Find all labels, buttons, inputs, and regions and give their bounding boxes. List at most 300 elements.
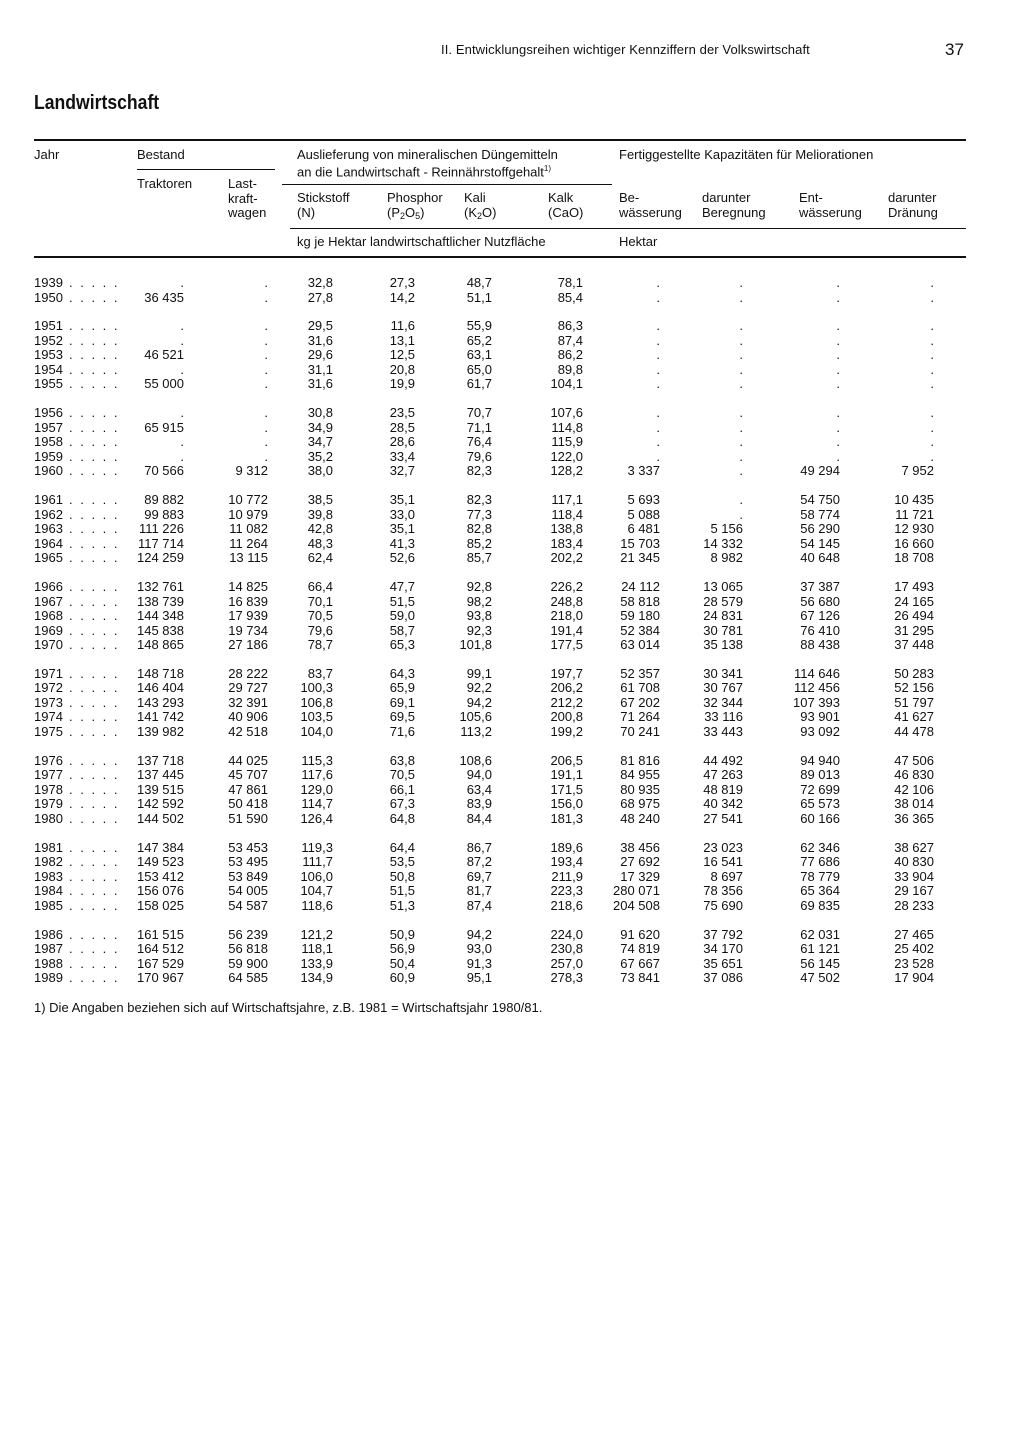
leader-dots: . . . . .: [69, 361, 120, 377]
cell-traktoren: 145 838: [137, 622, 184, 638]
cell-kali: 82,8: [466, 521, 492, 537]
cell-phosphor: 51,5: [389, 883, 415, 899]
cell-bewaesserung: 67 667: [620, 955, 660, 971]
cell-year: 1979: [34, 796, 63, 812]
leader-dots: . . . . .: [69, 680, 120, 696]
cell-year: 1985: [34, 897, 63, 913]
cell-beregnung: 37 086: [703, 970, 743, 986]
cell-kali: 81,7: [466, 883, 492, 899]
cell-phosphor: 12,5: [389, 347, 415, 363]
cell-kali: 87,2: [466, 854, 492, 870]
col-header-phosphor: Phosphor: [387, 190, 443, 205]
cell-kalk: 206,5: [550, 752, 583, 768]
cell-draenung: .: [930, 376, 934, 392]
cell-year: 1983: [34, 868, 63, 884]
cell-bewaesserung: 38 456: [620, 839, 660, 855]
col-header-melio: Fertiggestellte Kapazitäten für Meliorationen: [619, 147, 874, 162]
cell-lastkraftwagen: 17 939: [228, 608, 268, 624]
cell-kali: 92,8: [466, 579, 492, 595]
cell-draenung: .: [930, 318, 934, 334]
cell-stickstoff: 119,3: [301, 839, 333, 855]
col-header-jahr: Jahr: [34, 147, 60, 162]
cell-beregnung: 30 341: [703, 665, 743, 681]
cell-year: 1962: [34, 506, 63, 522]
cell-stickstoff: 39,8: [307, 506, 333, 522]
cell-kali: 65,2: [466, 332, 492, 348]
cell-draenung: 7 952: [901, 463, 934, 479]
row-group: [0, 319, 1024, 392]
cell-year: 1984: [34, 883, 63, 899]
leader-dots: . . . . .: [69, 781, 120, 797]
leader-dots: . . . . .: [69, 506, 120, 522]
col-header-kali: Kali: [464, 190, 486, 205]
cell-bewaesserung: .: [656, 405, 660, 421]
cell-kali: 85,7: [466, 550, 492, 566]
cell-draenung: 11 721: [895, 506, 934, 522]
table-row: [0, 667, 1024, 682]
cell-draenung: 46 830: [894, 767, 934, 783]
cell-traktoren: .: [180, 448, 184, 464]
col-header-kalk-unit: (CaO): [548, 205, 584, 220]
cell-stickstoff: 83,7: [307, 665, 333, 681]
row-group: [0, 493, 1024, 566]
leader-dots: . . . . .: [69, 665, 120, 681]
cell-kalk: 218,6: [550, 897, 583, 913]
cell-beregnung: 78 356: [703, 883, 743, 899]
cell-lastkraftwagen: 14 825: [228, 579, 268, 595]
col-header-beregnung-1: darunter: [702, 190, 751, 205]
cell-entwaesserung: .: [836, 361, 840, 377]
table-row: [0, 291, 1024, 306]
cell-phosphor: 70,5: [389, 767, 415, 783]
cell-lastkraftwagen: .: [264, 275, 268, 290]
table-row: [0, 725, 1024, 740]
cell-beregnung: .: [739, 448, 743, 464]
cell-beregnung: 33 443: [703, 723, 743, 739]
cell-beregnung: 35 651: [703, 955, 743, 971]
cell-kali: 99,1: [466, 665, 492, 681]
cell-draenung: 47 506: [894, 752, 934, 768]
cell-year: 1987: [34, 941, 63, 957]
cell-kalk: 86,2: [557, 347, 583, 363]
cell-phosphor: 27,3: [389, 275, 415, 290]
leader-dots: . . . . .: [69, 521, 120, 537]
cell-year: 1982: [34, 854, 63, 870]
cell-stickstoff: 133,9: [300, 955, 333, 971]
cell-entwaesserung: 94 940: [800, 752, 840, 768]
cell-year: 1980: [34, 810, 63, 826]
cell-bewaesserung: 6 481: [627, 521, 660, 537]
cell-entwaesserung: .: [836, 347, 840, 363]
cell-year: 1963: [34, 521, 63, 537]
cell-lastkraftwagen: 45 707: [228, 767, 268, 783]
cell-traktoren: 132 761: [137, 579, 184, 595]
cell-traktoren: 146 404: [137, 680, 184, 696]
leader-dots: . . . . .: [69, 854, 120, 870]
cell-kalk: 189,6: [550, 839, 583, 855]
cell-kali: 77,3: [466, 506, 492, 522]
cell-entwaesserung: .: [836, 434, 840, 450]
col-header-duenger-1: Auslieferung von mineralischen Düngemitteln: [297, 147, 558, 162]
cell-traktoren: 147 384: [137, 839, 184, 855]
cell-year: 1961: [34, 492, 63, 508]
cell-traktoren: 137 445: [137, 767, 184, 783]
cell-traktoren: 158 025: [137, 897, 184, 913]
cell-kali: 93,0: [466, 941, 492, 957]
cell-stickstoff: 29,5: [307, 318, 333, 334]
table-row: [0, 450, 1024, 465]
cell-phosphor: 60,9: [389, 970, 415, 986]
cell-bewaesserung: 24 112: [621, 579, 660, 595]
cell-beregnung: .: [739, 419, 743, 435]
cell-entwaesserung: .: [836, 405, 840, 421]
cell-year: 1955: [34, 376, 63, 392]
cell-year: 1965: [34, 550, 63, 566]
cell-bewaesserung: 74 819: [620, 941, 660, 957]
cell-kali: 48,7: [466, 275, 492, 290]
table-row: [0, 783, 1024, 798]
cell-draenung: .: [930, 275, 934, 290]
cell-traktoren: 156 076: [137, 883, 184, 899]
cell-stickstoff: 134,9: [300, 970, 333, 986]
row-group: [0, 928, 1024, 986]
cell-entwaesserung: 47 502: [800, 970, 840, 986]
cell-kali: 51,1: [466, 289, 492, 305]
cell-beregnung: 33 116: [704, 709, 743, 725]
cell-draenung: .: [930, 434, 934, 450]
cell-lastkraftwagen: 53 495: [228, 854, 268, 870]
cell-stickstoff: 121,2: [300, 926, 333, 942]
cell-kalk: 107,6: [550, 405, 583, 421]
cell-year: 1977: [34, 767, 63, 783]
cell-lastkraftwagen: 10 979: [228, 506, 268, 522]
cell-stickstoff: 104,0: [300, 723, 333, 739]
leader-dots: . . . . .: [69, 941, 120, 957]
cell-bewaesserung: 280 071: [613, 883, 660, 899]
row-group: [0, 754, 1024, 827]
cell-kali: 86,7: [466, 839, 492, 855]
cell-kalk: 191,4: [550, 622, 583, 638]
cell-phosphor: 33,4: [389, 448, 415, 464]
cell-year: 1966: [34, 579, 63, 595]
col-header-lastkraftwagen-1: Last-: [228, 176, 257, 191]
footnote: 1) Die Angaben beziehen sich auf Wirtschaftsjahre, z.B. 1981 = Wirtschaftsjahr 1980/81.: [34, 1000, 543, 1015]
leader-dots: . . . . .: [69, 796, 120, 812]
cell-traktoren: 36 435: [144, 289, 184, 305]
cell-kali: 70,7: [466, 405, 492, 421]
cell-kalk: 193,4: [550, 854, 583, 870]
cell-lastkraftwagen: .: [264, 289, 268, 305]
cell-draenung: 42 106: [894, 781, 934, 797]
cell-kalk: 200,8: [550, 709, 583, 725]
cell-lastkraftwagen: 27 186: [228, 637, 268, 653]
cell-bewaesserung: .: [656, 289, 660, 305]
cell-beregnung: 44 492: [703, 752, 743, 768]
table-row: [0, 768, 1024, 783]
cell-kalk: 104,1: [550, 376, 583, 392]
leader-dots: . . . . .: [69, 810, 120, 826]
cell-lastkraftwagen: 32 391: [228, 694, 268, 710]
cell-entwaesserung: .: [836, 448, 840, 464]
cell-kali: 108,6: [459, 752, 492, 768]
cell-stickstoff: 31,6: [307, 376, 333, 392]
cell-bewaesserung: 81 816: [620, 752, 660, 768]
running-head: II. Entwicklungsreihen wichtiger Kennziffern der Volkswirtschaft: [441, 42, 810, 57]
cell-stickstoff: 38,5: [307, 492, 333, 508]
cell-traktoren: 148 865: [137, 637, 184, 653]
cell-entwaesserung: 65 573: [800, 796, 840, 812]
cell-draenung: 23 528: [894, 955, 934, 971]
table-row: [0, 363, 1024, 378]
cell-beregnung: 5 156: [710, 521, 743, 537]
cell-phosphor: 50,4: [389, 955, 415, 971]
cell-lastkraftwagen: 56 818: [228, 941, 268, 957]
cell-kalk: 206,2: [550, 680, 583, 696]
leader-dots: . . . . .: [69, 637, 120, 653]
cell-kali: 85,2: [466, 535, 492, 551]
table-row: [0, 841, 1024, 856]
cell-year: 1954: [34, 361, 63, 377]
cell-stickstoff: 66,4: [307, 579, 333, 595]
table-row: [0, 812, 1024, 827]
cell-kalk: 181,3: [550, 810, 583, 826]
cell-draenung: 25 402: [894, 941, 934, 957]
cell-stickstoff: 42,8: [307, 521, 333, 537]
cell-lastkraftwagen: 64 585: [228, 970, 268, 986]
table-row: [0, 638, 1024, 653]
cell-kali: 93,8: [466, 608, 492, 624]
table-row: [0, 681, 1024, 696]
cell-stickstoff: 32,8: [307, 275, 333, 290]
cell-entwaesserung: 72 699: [800, 781, 840, 797]
cell-entwaesserung: .: [836, 376, 840, 392]
cell-phosphor: 19,9: [389, 376, 415, 392]
cell-entwaesserung: 62 031: [800, 926, 840, 942]
cell-kali: 87,4: [466, 897, 492, 913]
cell-stickstoff: 34,9: [307, 419, 333, 435]
leader-dots: . . . . .: [69, 434, 120, 450]
cell-kali: 91,3: [466, 955, 492, 971]
cell-traktoren: .: [180, 275, 184, 290]
cell-bewaesserung: 58 818: [620, 593, 660, 609]
cell-year: 1957: [34, 419, 63, 435]
cell-traktoren: 144 348: [137, 608, 184, 624]
cell-kali: 98,2: [466, 593, 492, 609]
cell-draenung: 10 435: [894, 492, 934, 508]
cell-stickstoff: 104,7: [300, 883, 333, 899]
cell-kali: 95,1: [466, 970, 492, 986]
cell-bewaesserung: 52 357: [620, 665, 660, 681]
cell-kalk: 86,3: [557, 318, 583, 334]
leader-dots: . . . . .: [69, 622, 120, 638]
table-row: [0, 464, 1024, 479]
cell-bewaesserung: .: [656, 448, 660, 464]
cell-bewaesserung: 15 703: [620, 535, 660, 551]
cell-draenung: 16 660: [894, 535, 934, 551]
cell-bewaesserung: 68 975: [620, 796, 660, 812]
cell-lastkraftwagen: 54 587: [228, 897, 268, 913]
cell-bewaesserung: 3 337: [627, 463, 660, 479]
table-row: [0, 334, 1024, 349]
cell-traktoren: 138 739: [137, 593, 184, 609]
cell-kali: 61,7: [466, 376, 492, 392]
cell-stickstoff: 126,4: [300, 810, 333, 826]
cell-stickstoff: 129,0: [300, 781, 333, 797]
col-header-stickstoff-unit: (N): [297, 205, 316, 220]
cell-entwaesserung: 60 166: [800, 810, 840, 826]
cell-bewaesserung: .: [656, 318, 660, 334]
cell-entwaesserung: 58 774: [800, 506, 840, 522]
cell-bewaesserung: .: [656, 376, 660, 392]
cell-entwaesserung: 65 364: [800, 883, 840, 899]
cell-bewaesserung: 67 202: [620, 694, 660, 710]
cell-lastkraftwagen: .: [264, 376, 268, 392]
cell-stickstoff: 38,0: [307, 463, 333, 479]
cell-phosphor: 35,1: [389, 492, 415, 508]
cell-beregnung: 8 697: [710, 868, 743, 884]
cell-kalk: 224,0: [550, 926, 583, 942]
col-header-stickstoff: Stickstoff: [297, 190, 350, 205]
table-row: [0, 696, 1024, 711]
cell-kali: 113,2: [460, 723, 492, 739]
col-header-lastkraftwagen-2: kraft-: [228, 191, 258, 206]
cell-beregnung: 47 263: [703, 767, 743, 783]
col-header-entwaesserung-2: wässerung: [799, 205, 862, 220]
table-row: [0, 624, 1024, 639]
cell-draenung: 37 448: [894, 637, 934, 653]
cell-entwaesserung: 114 646: [793, 665, 840, 681]
cell-phosphor: 69,5: [389, 709, 415, 725]
cell-entwaesserung: 56 290: [800, 521, 840, 537]
cell-kali: 65,0: [466, 361, 492, 377]
leader-dots: . . . . .: [69, 970, 120, 986]
row-group: [0, 841, 1024, 914]
cell-lastkraftwagen: 50 418: [228, 796, 268, 812]
table-row: [0, 421, 1024, 436]
cell-bewaesserung: 5 693: [627, 492, 660, 508]
cell-kalk: 199,2: [550, 723, 583, 739]
cell-beregnung: .: [739, 318, 743, 334]
cell-stickstoff: 35,2: [307, 448, 333, 464]
cell-kali: 94,2: [466, 694, 492, 710]
table-row: [0, 971, 1024, 986]
cell-phosphor: 50,9: [389, 926, 415, 942]
cell-lastkraftwagen: 13 115: [229, 550, 268, 566]
cell-kalk: 226,2: [550, 579, 583, 595]
cell-kali: 76,4: [466, 434, 492, 450]
cell-beregnung: 34 170: [703, 941, 743, 957]
cell-traktoren: 148 718: [137, 665, 184, 681]
leader-dots: . . . . .: [69, 694, 120, 710]
cell-kali: 79,6: [466, 448, 492, 464]
cell-traktoren: 139 982: [137, 723, 184, 739]
cell-beregnung: 23 023: [703, 839, 743, 855]
cell-traktoren: 143 293: [137, 694, 184, 710]
cell-beregnung: 8 982: [710, 550, 743, 566]
cell-beregnung: .: [739, 347, 743, 363]
cell-kalk: 191,1: [550, 767, 583, 783]
cell-bewaesserung: .: [656, 332, 660, 348]
page-title: Landwirtschaft: [34, 92, 160, 114]
unit-rule: [290, 228, 966, 229]
cell-year: 1988: [34, 955, 63, 971]
leader-dots: . . . . .: [69, 868, 120, 884]
cell-phosphor: 47,7: [389, 579, 415, 595]
cell-stickstoff: 30,8: [307, 405, 333, 421]
cell-stickstoff: 118,1: [301, 941, 333, 957]
table-row: [0, 855, 1024, 870]
cell-bewaesserung: .: [656, 419, 660, 435]
table-row: [0, 870, 1024, 885]
table-row: [0, 899, 1024, 914]
cell-beregnung: .: [739, 434, 743, 450]
cell-draenung: .: [930, 332, 934, 348]
cell-kalk: 115,9: [551, 434, 583, 450]
cell-phosphor: 52,6: [389, 550, 415, 566]
cell-draenung: 28 233: [894, 897, 934, 913]
cell-kalk: 211,9: [551, 868, 583, 884]
unit-label-melio: Hektar: [619, 234, 658, 249]
cell-traktoren: 46 521: [144, 347, 184, 363]
leader-dots: . . . . .: [69, 275, 120, 290]
cell-draenung: 44 478: [894, 723, 934, 739]
cell-kalk: 278,3: [550, 970, 583, 986]
col-header-traktoren: Traktoren: [137, 176, 193, 191]
cell-phosphor: 64,3: [389, 665, 415, 681]
col-header-entwaesserung-1: Ent-: [799, 190, 823, 205]
cell-lastkraftwagen: .: [264, 405, 268, 421]
cell-entwaesserung: 54 145: [800, 535, 840, 551]
cell-year: 1958: [34, 434, 63, 450]
cell-stickstoff: 106,8: [300, 694, 333, 710]
cell-kali: 82,3: [466, 492, 492, 508]
cell-traktoren: 170 967: [137, 970, 184, 986]
cell-phosphor: 63,8: [389, 752, 415, 768]
cell-draenung: 38 014: [894, 796, 934, 812]
cell-year: 1969: [34, 622, 63, 638]
cell-kalk: 78,1: [557, 275, 583, 290]
leader-dots: . . . . .: [69, 579, 120, 595]
cell-phosphor: 69,1: [389, 694, 415, 710]
cell-kalk: 122,0: [550, 448, 583, 464]
cell-kali: 94,0: [466, 767, 492, 783]
cell-bewaesserung: .: [656, 347, 660, 363]
cell-lastkraftwagen: 44 025: [228, 752, 268, 768]
cell-phosphor: 65,9: [389, 680, 415, 696]
cell-draenung: 29 167: [894, 883, 934, 899]
table-row: [0, 537, 1024, 552]
cell-entwaesserung: .: [836, 275, 840, 290]
table-row: [0, 957, 1024, 972]
cell-bewaesserung: 59 180: [620, 608, 660, 624]
cell-kali: 92,3: [466, 622, 492, 638]
cell-bewaesserung: 17 329: [620, 868, 660, 884]
cell-bewaesserung: 91 620: [620, 926, 660, 942]
cell-bewaesserung: 21 345: [620, 550, 660, 566]
cell-stickstoff: 48,3: [307, 535, 333, 551]
cell-traktoren: 137 718: [137, 752, 184, 768]
cell-bewaesserung: .: [656, 275, 660, 290]
cell-kalk: 85,4: [557, 289, 583, 305]
cell-lastkraftwagen: 53 849: [228, 868, 268, 884]
cell-draenung: 33 904: [894, 868, 934, 884]
cell-beregnung: 27 541: [703, 810, 743, 826]
cell-lastkraftwagen: .: [264, 434, 268, 450]
cell-stickstoff: 31,6: [307, 332, 333, 348]
row-group: [0, 406, 1024, 479]
col-header-bewaesserung-1: Be-: [619, 190, 640, 205]
cell-entwaesserung: 77 686: [800, 854, 840, 870]
